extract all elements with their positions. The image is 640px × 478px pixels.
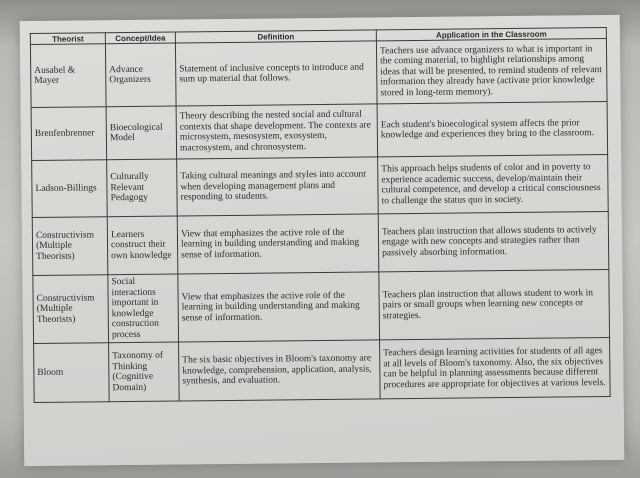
theorist-cell: Constructivism (Multiple Theorists) <box>33 275 109 344</box>
table-row <box>34 337 611 402</box>
application-cell: Teachers plan instruction that allows student to work in pairs or small groups when learning new concepts or strategies. <box>379 269 610 339</box>
theorist-cell: Ausabel & Mayer <box>30 44 106 108</box>
theorist-cell: Constructivism (Multiple Theorists) <box>32 217 108 276</box>
application-cell: This approach helps students of color and in poverty to experience academic success, develop/maintain their cultural competence, and develop a critical consciousness to challenge the status quo in society. <box>378 155 609 214</box>
paper-sheet <box>20 15 625 466</box>
definition-cell: The six basic objectives in Bloom's taxonomy are knowledge, comprehension, application, analysis, synthesis, and evaluation. <box>179 340 381 401</box>
table-row <box>32 212 609 276</box>
theorist-cell: Ladson-Billings <box>32 160 108 218</box>
concept-cell: Bioecological Model <box>106 106 177 160</box>
concept-cell: Culturally Relevant Pedagogy <box>107 159 178 217</box>
table-row <box>31 102 608 161</box>
header-definition: Definition <box>175 30 376 43</box>
application-cell: Teachers design learning activities for students of all ages at all levels of Bloom's taxonomy. Also, the six objectives can be helpful in planning assessments because different procedures are appropriate for objectives at various levels. <box>380 337 611 398</box>
definition-cell: View that emphasizes the active role of the learning in building understanding and making sense of information. <box>178 272 380 342</box>
table-row <box>32 155 609 218</box>
concept-cell: Learners construct their own knowledge <box>107 216 178 275</box>
definition-cell: Theory describing the nested social and cultural contexts that shape development. The contexts are microsystem, mesosystem, exosystem, macrosystem, and chronosystem. <box>176 104 378 159</box>
theorist-table <box>30 27 611 403</box>
header-concept: Concept/Idea <box>105 32 175 44</box>
definition-cell: Statement of inclusive concepts to introduce and sum up material that follows. <box>175 41 377 106</box>
concept-cell: Taxonomy of Thinking (Cognitive Domain) <box>109 342 180 402</box>
theorist-cell: Bloom <box>34 343 110 403</box>
application-cell: Teachers plan instruction that allows students to actively engage with new concepts and strategies rather than passively absorbing information. <box>378 212 609 272</box>
application-cell: Each student's bioecological system affects the prior knowledge and experiences they bring to the classroom. <box>377 102 608 157</box>
application-cell: Teachers use advance organizers to what is important in the coming material, to highlight relationships among ideas that will be presented, to remind students of relevant information they already have (activate prior knowledge stored in long-term memory). <box>376 39 607 104</box>
header-theorist: Theorist <box>30 33 105 45</box>
concept-cell: Advance Organizers <box>105 43 176 107</box>
table-row <box>30 39 607 108</box>
header-application: Application in the Classroom <box>376 28 606 41</box>
definition-cell: Taking cultural meanings and styles into account when developing management plans and responding to students. <box>177 157 379 216</box>
table-row <box>33 269 610 343</box>
theorist-cell: Brenfenbrenner <box>31 107 107 161</box>
concept-cell: Social interactions important in knowledge construction process <box>108 274 179 343</box>
definition-cell: View that emphasizes the active role of the learning in building understanding and making sense of information. <box>177 214 379 274</box>
